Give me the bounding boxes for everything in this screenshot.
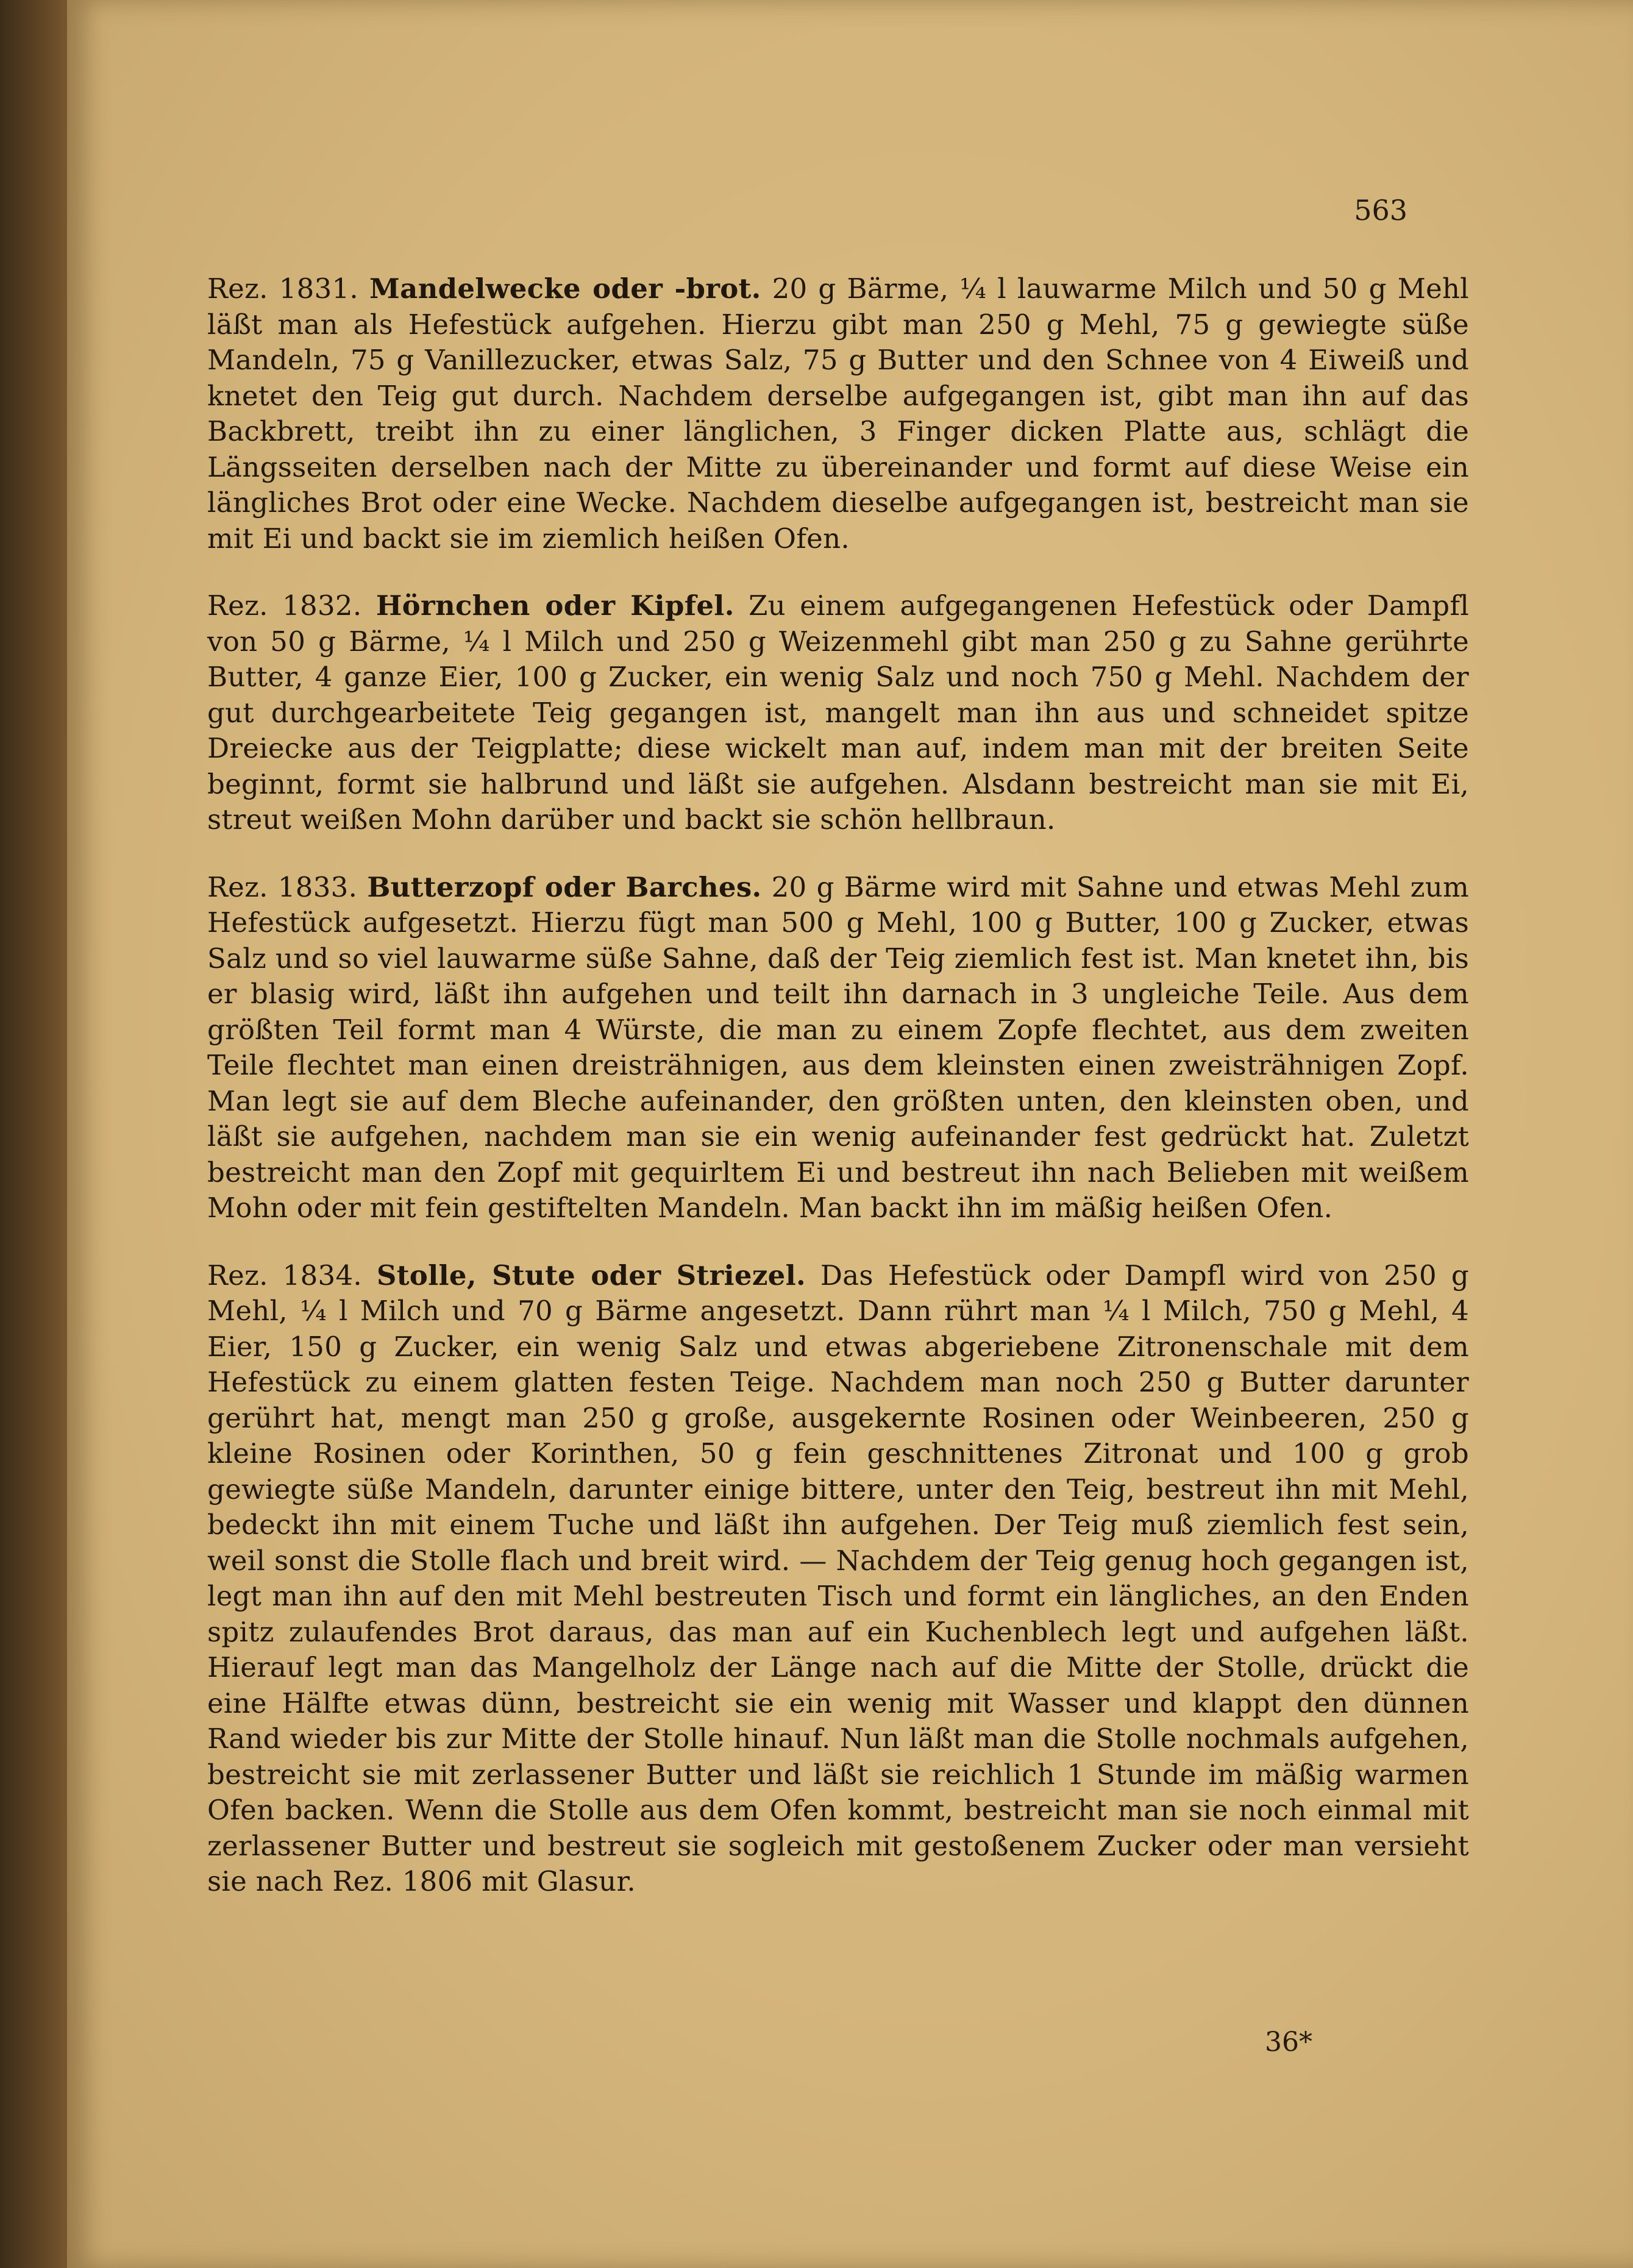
signature-mark: 36* bbox=[1265, 2027, 1312, 2058]
recipe-body: Das Hefestück oder Dampfl wird von 250 g Mehl, ¼ l Milch und 70 g Bärme angesetzt. Dann rührt man ¼ l Milch, 750 g Mehl, 4 Eier, 150 g Zucker, ein wenig Salz und etwas abgeriebene Zitronenschale mit dem Hefestück zu einem glatten festen Teige. Nachdem man noch 250 g Butter darunter gerührt hat, mengt man 250 g große, ausgekernte Rosinen oder Weinbeeren, 250 g kleine Rosinen oder Korinthen, 50 g fein geschnittenes Zitronat und 100 g grob gewiegte süße Mandeln, darunter einige bittere, unter den Teig, bestreut ihn mit Mehl, bedeckt ihn mit einem Tuche und läßt ihn aufgehen. Der Teig muß ziemlich fest sein, weil sonst die Stolle flach und breit wird. — Nachdem der Teig genug hoch gegangen ist, legt man ihn auf den mit Mehl bestreuten Tisch und formt ein längliches, an den Enden spitz zulaufendes Brot daraus, das man auf ein Kuchenblech legt und aufgehen läßt. Hierauf legt man das Mangelholz der Länge nach auf die Mitte der Stolle, drückt die eine Hälfte etwas dünn, bestreicht sie ein wenig mit Wasser und klappt den dünnen Rand wieder bis zur Mitte der Stolle hinauf. Nun läßt man die Stolle nochmals aufgehen, bestreicht sie mit zerlassener Butter und läßt sie reichlich 1 Stunde im mäßig warmen Ofen backen. Wenn die Stolle aus dem Ofen kommt, bestreicht man sie noch einmal mit zerlassener Butter und bestreut sie sogleich mit gestoßenem Zucker oder man versieht sie nach Rez. 1806 mit Glasur. bbox=[207, 1259, 1469, 1897]
book-gutter bbox=[0, 0, 72, 2268]
recipe-1831 bbox=[207, 271, 1469, 556]
recipe-title: Mandelwecke oder -brot. bbox=[369, 272, 761, 305]
recipe-number: Rez. 1834. bbox=[207, 1259, 362, 1292]
recipe-list bbox=[207, 244, 1469, 1932]
recipe-1833 bbox=[207, 870, 1469, 1226]
recipe-number: Rez. 1833. bbox=[207, 870, 358, 903]
recipe-number: Rez. 1832. bbox=[207, 589, 362, 622]
recipe-1834 bbox=[207, 1258, 1469, 1900]
recipe-1832 bbox=[207, 588, 1469, 838]
recipe-title: Stolle, Stute oder Striezel. bbox=[376, 1259, 806, 1292]
book-page bbox=[67, 0, 1633, 2268]
recipe-number: Rez. 1831. bbox=[207, 272, 359, 305]
recipe-body: 20 g Bärme wird mit Sahne und etwas Mehl zum Hefestück aufgesetzt. Hierzu fügt man 500 g Mehl, 100 g Butter, 100 g Zucker, etwas Salz und so viel lauwarme süße Sahne, daß der Teig ziemlich fest ist. Man knetet ihn, bis er blasig wird, läßt ihn aufgehen und teilt ihn darnach in 3 ungleiche Teile. Aus dem größten Teil formt man 4 Würste, die man zu einem Zopfe flechtet, aus dem zweiten Teile flechtet man einen dreisträhnigen, aus dem kleinsten einen zweisträhnigen Zopf. Man legt sie auf dem Bleche aufeinander, den größten unten, den kleinsten oben, und läßt sie aufgehen, nachdem man sie ein wenig aufeinander fest gedrückt hat. Zuletzt bestreicht man den Zopf mit gequirltem Ei und bestreut ihn nach Belieben mit weißem Mohn oder mit fein gestiftelten Mandeln. Man backt ihn im mäßig heißen Ofen. bbox=[207, 870, 1470, 1224]
recipe-body: Zu einem aufgegangenen Hefestück oder Dampfl von 50 g Bärme, ¼ l Milch und 250 g Weizenmehl gibt man 250 g zu Sahne gerührte Butter, 4 ganze Eier, 100 g Zucker, ein wenig Salz und noch 750 g Mehl. Nachdem der gut durchgearbeitete Teig gegangen ist, mangelt man ihn aus und schneidet spitze Dreiecke aus der Teigplatte; diese wickelt man auf, indem man mit der breiten Seite beginnt, formt sie halbrund und läßt sie aufgehen. Alsdann bestreicht man sie mit Ei, streut weißen Mohn darüber und backt sie schön hellbraun. bbox=[207, 589, 1470, 836]
page-number: 563 bbox=[1354, 194, 1407, 227]
recipe-title: Hörnchen oder Kipfel. bbox=[375, 589, 735, 622]
recipe-title: Butterzopf oder Barches. bbox=[367, 870, 762, 903]
recipe-body: 20 g Bärme, ¼ l lauwarme Milch und 50 g Mehl läßt man als Hefestück aufgehen. Hierzu gibt man 250 g Mehl, 75 g gewiegte süße Mandeln, 75 g Vanillezucker, etwas Salz, 75 g Butter und den Schnee von 4 Eiweiß und knetet den Teig gut durch. Nachdem derselbe aufgegangen ist, gibt man ihn auf das Backbrett, treibt ihn zu einer länglichen, 3 Finger dicken Platte aus, schlägt die Längsseiten derselben nach der Mitte zu übereinander und formt auf diese Weise ein längliches Brot oder eine Wecke. Nachdem dieselbe aufgegangen ist, bestreicht man sie mit Ei und backt sie im ziemlich heißen Ofen. bbox=[207, 272, 1469, 555]
